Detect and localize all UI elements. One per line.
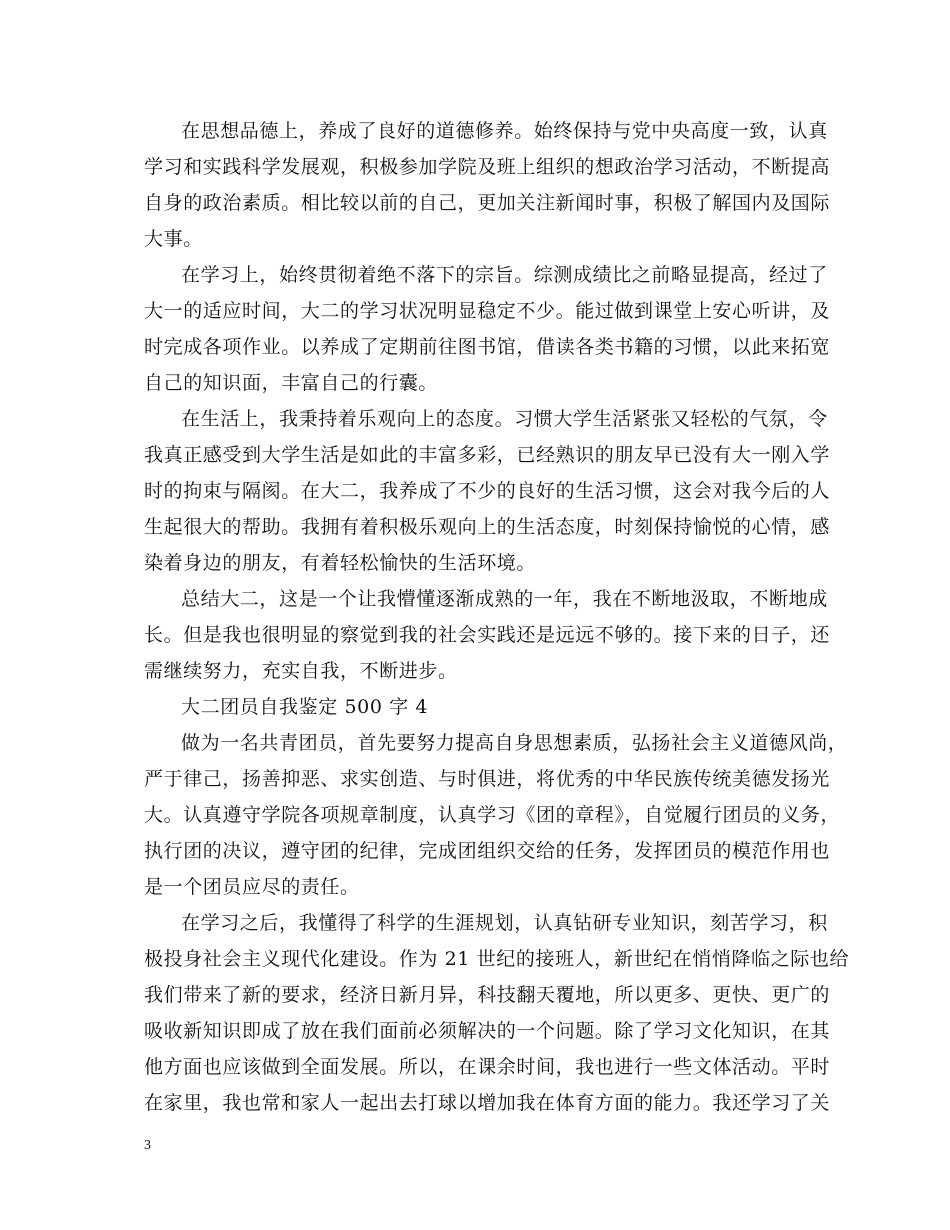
text-line: 自身的政治素质。相比较以前的自己，更加关注新闻时事，积极了解国内及国际: [144, 192, 831, 214]
text-line: 时的拘束与隔阂。在大二，我养成了不少的良好的生活习惯，这会对我今后的人: [144, 480, 831, 502]
text-line: 吸收新知识即成了放在我们面前必须解决的一个问题。除了学习文化知识，在其: [144, 1020, 831, 1042]
text-line: 在思想品德上，养成了良好的道德修养。始终保持与党中央高度一致，认真: [181, 120, 828, 142]
text-line: 他方面也应该做到全面发展。所以，在课余时间，我也进行一些文体活动。平时: [144, 1056, 831, 1078]
text-line: 极投身社会主义现代化建设。作为 21 世纪的接班人，新世纪在悄悄降临之际也给: [144, 948, 850, 970]
text-line: 大。认真遵守学院各项规章制度，认真学习《团的章程》，自觉履行团员的义务，: [144, 804, 841, 826]
text-line: 在学习之后，我懂得了科学的生涯规划，认真钻研专业知识，刻苦学习，积: [181, 912, 828, 934]
text-line: 自己的知识面，丰富自己的行囊。: [144, 372, 439, 394]
text-line: 执行团的决议，遵守团的纪律，完成团组织交给的任务，发挥团员的模范作用也: [144, 840, 831, 862]
text-line: 生起很大的帮助。我拥有着积极乐观向上的生活态度，时刻保持愉悦的心情，感: [144, 516, 831, 538]
text-line: 长。但是我也很明显的察觉到我的社会实践还是远远不够的。接下来的日子，还: [144, 624, 831, 646]
section-heading: 大二团员自我鉴定 500 字 4: [181, 696, 429, 718]
text-line: 染着身边的朋友，有着轻松愉快的生活环境。: [144, 552, 537, 574]
text-line: 需继续努力，充实自我，不断进步。: [144, 660, 458, 682]
text-line: 大事。: [144, 228, 203, 250]
text-line: 在学习上，始终贯彻着绝不落下的宗旨。综测成绩比之前略显提高，经过了: [181, 264, 828, 286]
text-line: 在家里，我也常和家人一起出去打球以增加我在体育方面的能力。我还学习了关: [144, 1092, 831, 1114]
text-line: 严于律己，扬善抑恶、求实创造、与时俱进，将优秀的中华民族传统美德发扬光: [144, 768, 831, 790]
text-line: 时完成各项作业。以养成了定期前往图书馆，借读各类书籍的习惯，以此来拓宽: [144, 336, 831, 358]
text-line: 做为一名共青团员，首先要努力提高自身思想素质，弘扬社会主义道德风尚，: [181, 732, 848, 754]
text-line: 我真正感受到大学生活是如此的丰富多彩，已经熟识的朋友早已没有大一刚入学: [144, 444, 831, 466]
text-line: 在生活上，我秉持着乐观向上的态度。习惯大学生活紧张又轻松的气氛，令: [181, 408, 828, 430]
text-line: 学习和实践科学发展观，积极参加学院及班上组织的想政治学习活动，不断提高: [144, 156, 831, 178]
text-line: 大一的适应时间，大二的学习状况明显稳定不少。能过做到课堂上安心听讲，及: [144, 300, 831, 322]
text-line: 是一个团员应尽的责任。: [144, 876, 360, 898]
text-line: 总结大二，这是一个让我懵懂逐渐成熟的一年，我在不断地汲取，不断地成: [181, 588, 828, 610]
text-line: 我们带来了新的要求，经济日新月异，科技翻天覆地，所以更多、更快、更广的: [144, 984, 831, 1006]
page-number: 3: [144, 1138, 151, 1153]
